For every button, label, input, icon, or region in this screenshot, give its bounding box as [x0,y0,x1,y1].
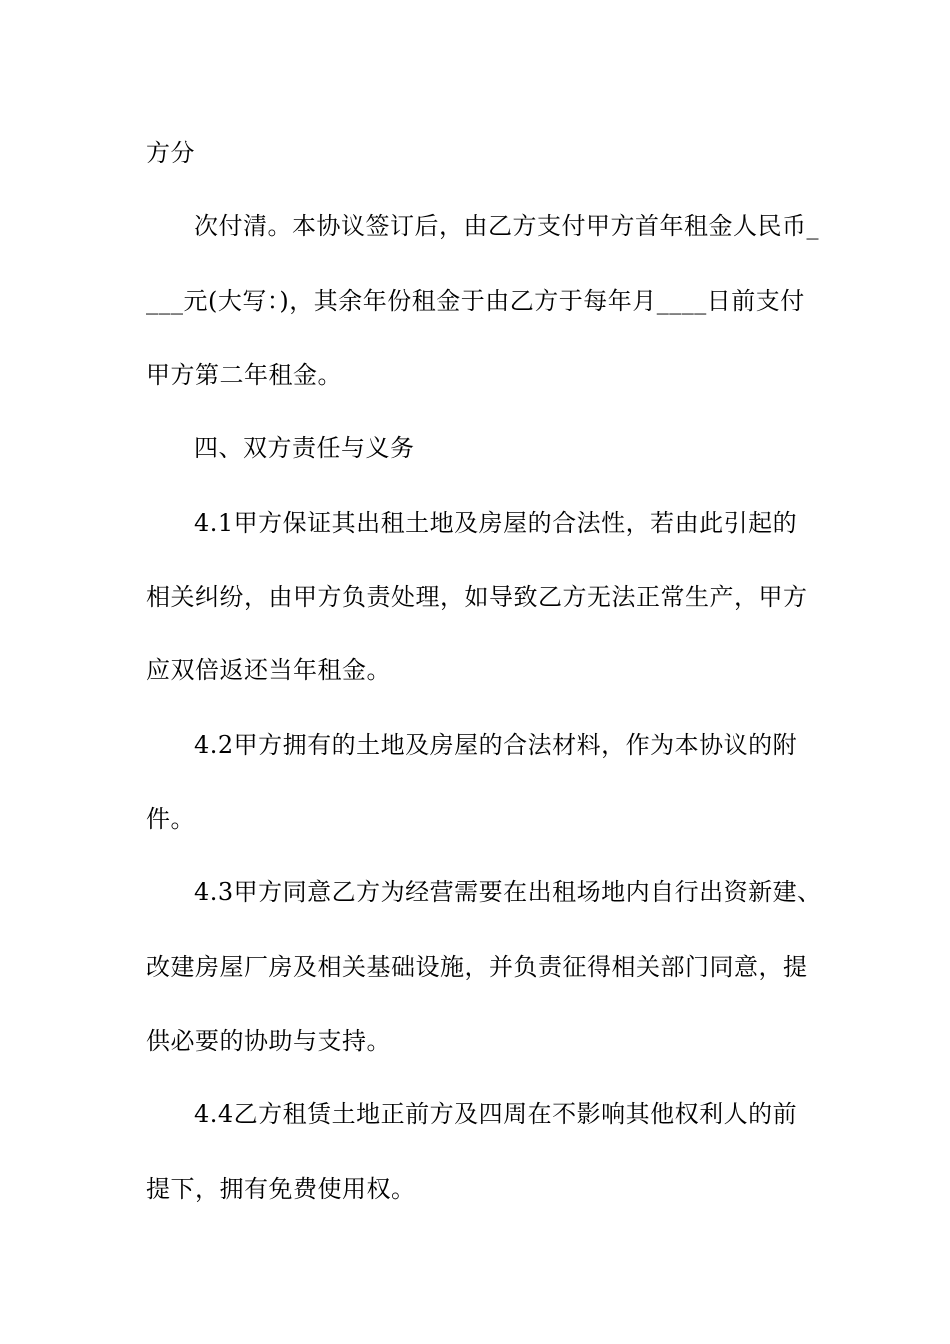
text-line-13: 供必要的协助与支持。 [146,1027,391,1055]
text-line-14: 4.4乙方租赁土地正前方及四周在不影响其他权利人的前 [194,1100,798,1128]
section-heading: 四、双方责任与义务 [194,434,415,462]
text-line-11: 4.3甲方同意乙方为经营需要在出租场地内自行出资新建、 [194,878,822,906]
text-line-9: 4.2甲方拥有的土地及房屋的合法材料，作为本协议的附 [194,731,798,759]
text-line-7: 相关纠纷，由甲方负责处理，如导致乙方无法正常生产，甲方 [146,583,808,611]
text-line-2: 次付清。本协议签订后，由乙方支付甲方首年租金人民币_ [194,212,819,240]
text-line-12: 改建房屋厂房及相关基础设施，并负责征得相关部门同意，提 [146,953,808,981]
text-line-6: 4.1甲方保证其出租土地及房屋的合法性，若由此引起的 [194,509,798,537]
text-line-3: ___元(大写：)，其余年份租金于由乙方于每年月____日前支付 [146,287,805,315]
text-line-15: 提下，拥有免费使用权。 [146,1175,416,1203]
text-line-4: 甲方第二年租金。 [146,361,342,389]
text-line-1: 方分 [146,139,195,167]
text-line-10: 件。 [146,805,195,833]
text-line-8: 应双倍返还当年租金。 [146,656,391,684]
